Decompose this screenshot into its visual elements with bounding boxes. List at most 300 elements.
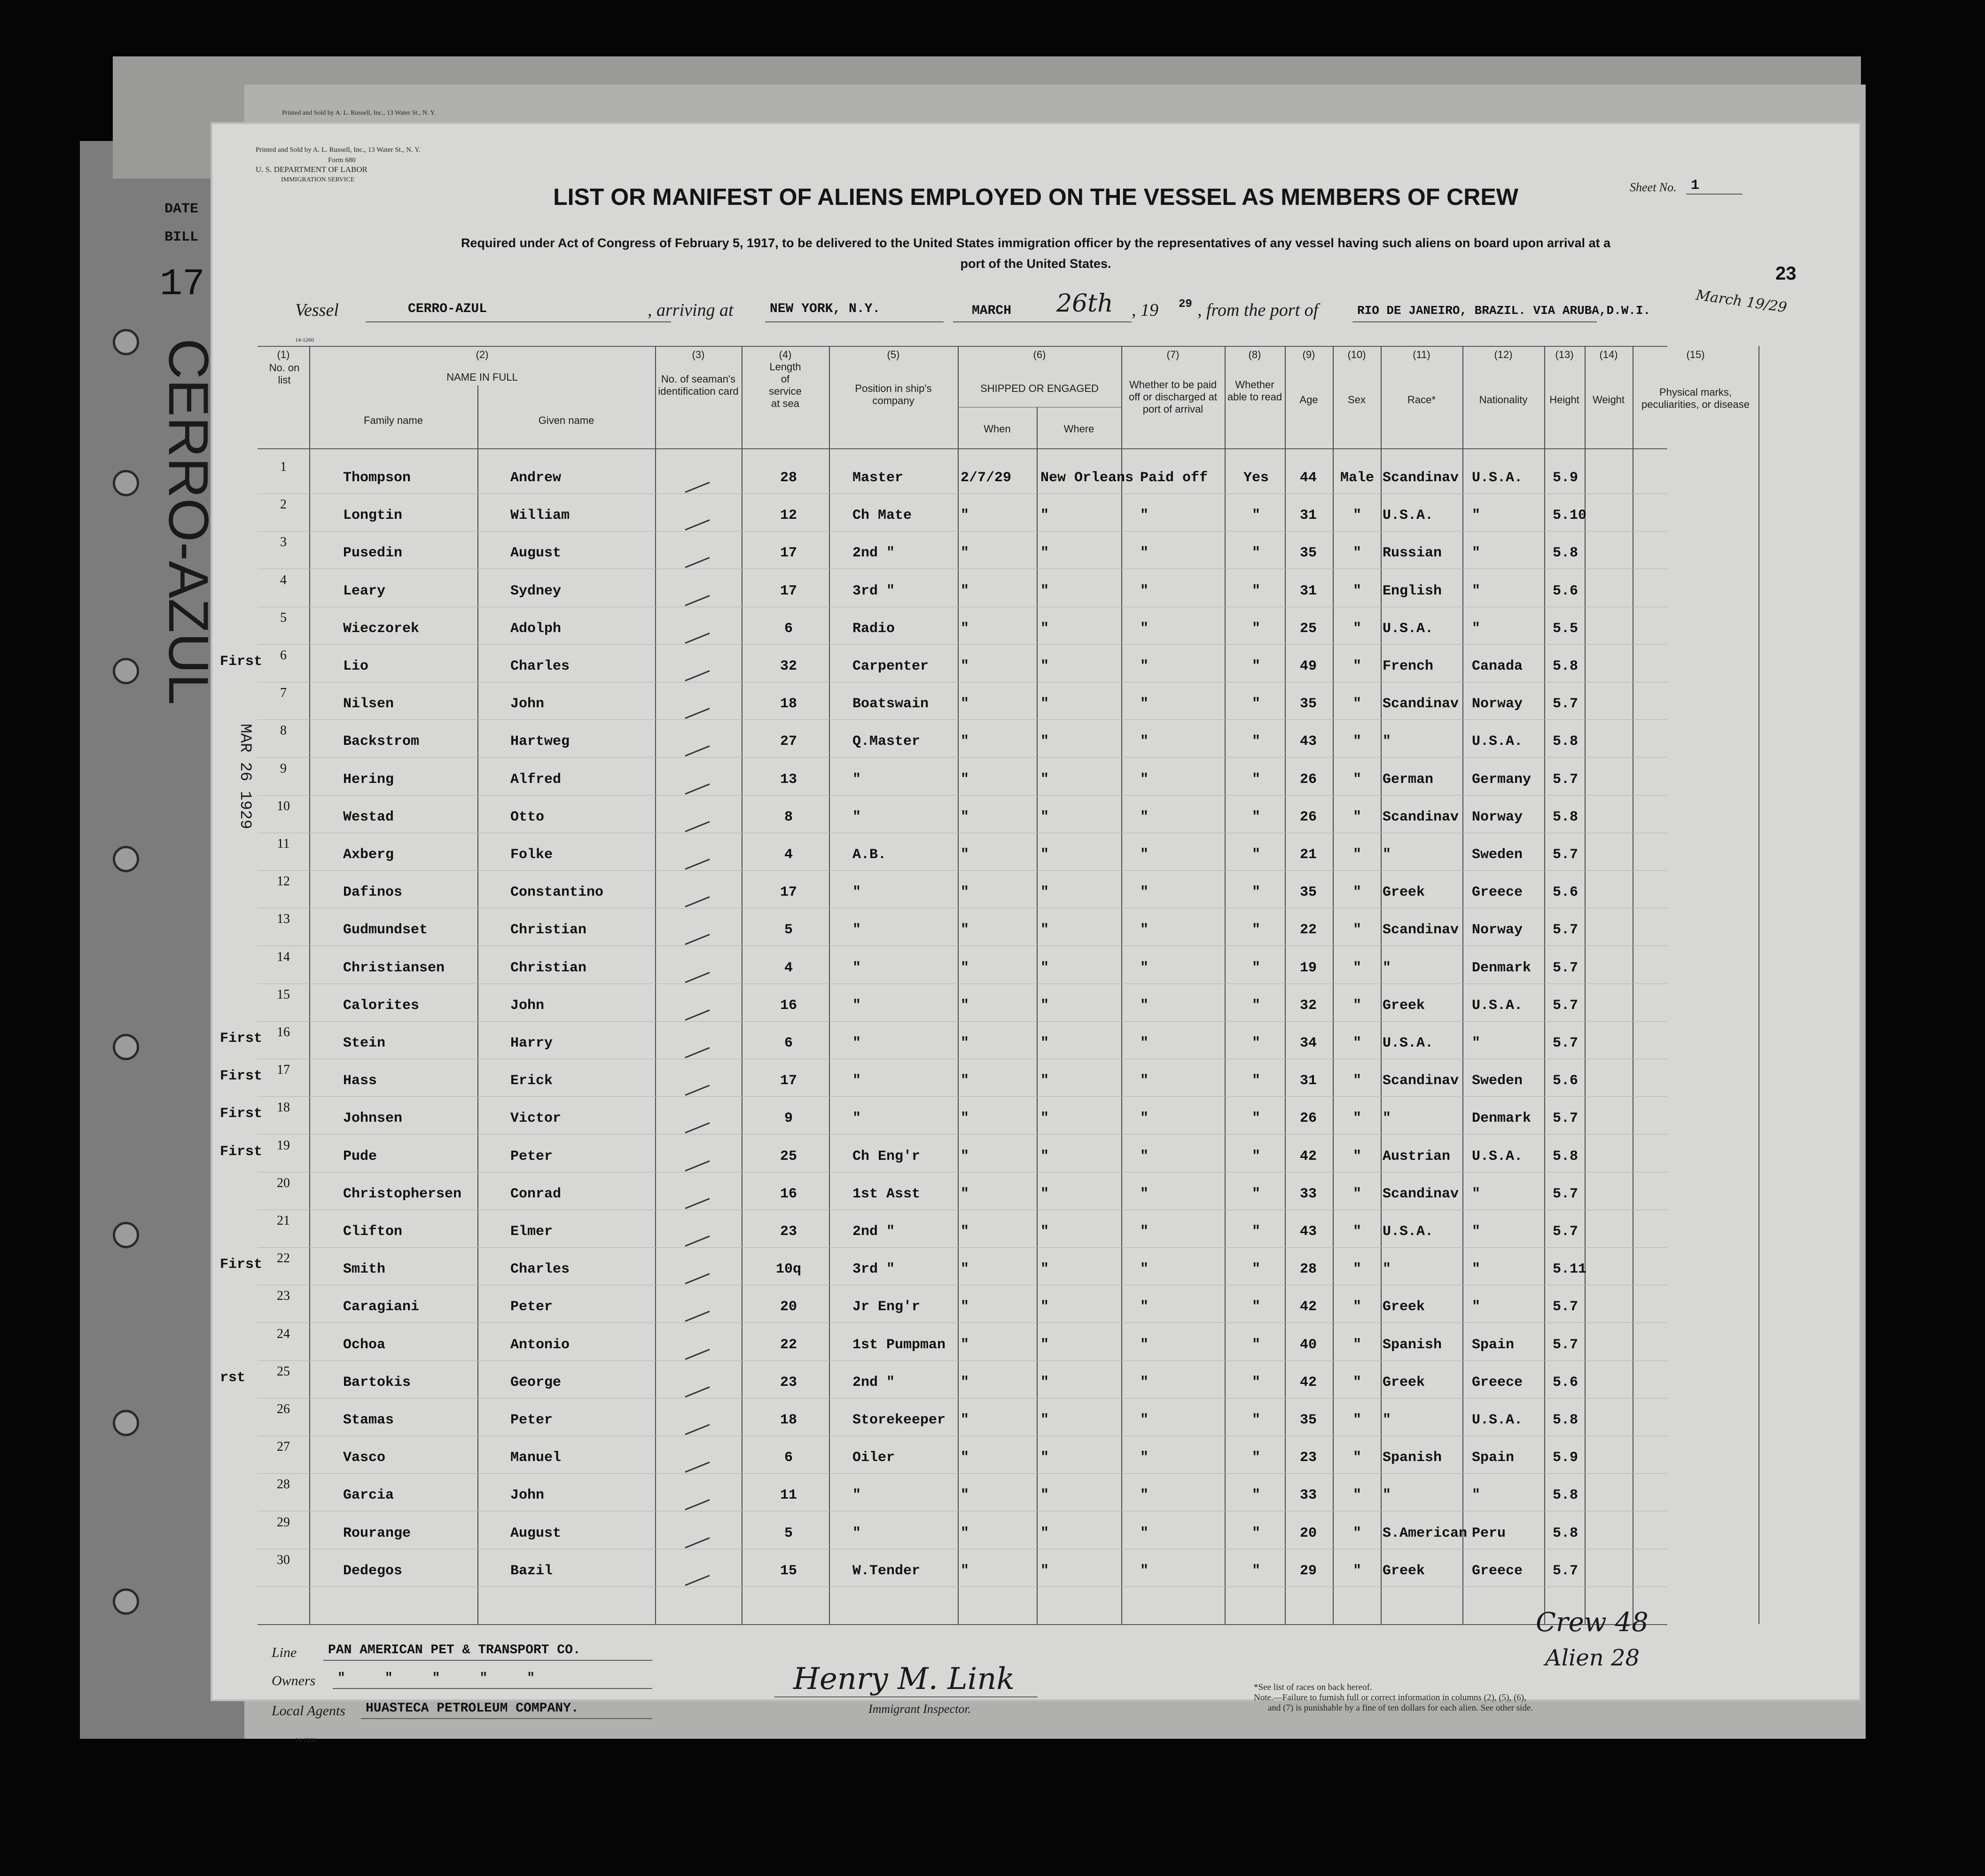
height: 5.7: [1553, 696, 1579, 712]
arrival-day: 26th: [1056, 289, 1113, 318]
family-name: Thompson: [343, 470, 411, 486]
age: 21: [1299, 847, 1317, 863]
able-to-read: ": [1251, 1186, 1260, 1202]
col11-number: (11): [1413, 349, 1430, 360]
year-suffix: 29: [1179, 298, 1192, 311]
given-name: Charles: [510, 658, 570, 674]
column-divider: [829, 346, 830, 1624]
able-to-read: ": [1251, 1525, 1260, 1541]
binder-hole: [113, 470, 139, 496]
shipped-when: ": [961, 1299, 969, 1315]
age: 44: [1299, 470, 1317, 486]
check-mark: [685, 482, 710, 493]
shipped-when: ": [961, 1450, 969, 1466]
age: 35: [1299, 1412, 1317, 1428]
paid-off: ": [1140, 1487, 1149, 1504]
given-name: Elmer: [510, 1224, 553, 1240]
shipped-where: ": [1040, 1299, 1049, 1315]
first-trip-note: rst: [220, 1369, 246, 1386]
shipped-when: ": [961, 1337, 969, 1353]
family-name: Nilsen: [343, 696, 394, 712]
table-header-bottom: [258, 448, 1667, 449]
date-stamp: MAR 26 1929: [236, 724, 254, 829]
position: ": [852, 1487, 861, 1504]
shipped-where: ": [1040, 884, 1049, 901]
able-to-read: ": [1251, 960, 1260, 976]
service-length: 5: [784, 922, 793, 938]
height: 5.6: [1553, 884, 1579, 901]
binder-hole: [113, 1222, 139, 1248]
col8-header: Whether able to read: [1227, 379, 1282, 403]
nationality: Peru: [1472, 1525, 1506, 1541]
nationality: U.S.A.: [1472, 1412, 1523, 1428]
paid-off: ": [1140, 1148, 1149, 1165]
height: 5.7: [1553, 1224, 1579, 1240]
row-number: 4: [280, 572, 287, 587]
shipped-when: ": [961, 734, 969, 750]
page-number: 23: [1775, 263, 1797, 284]
row-rule: [258, 719, 1667, 720]
agents-underline: [361, 1718, 652, 1719]
family-name: Johnsen: [343, 1110, 403, 1127]
margin-cut-date: DATE: [164, 201, 199, 217]
column-divider: [1037, 407, 1038, 1624]
year-prefix: , 19: [1132, 300, 1158, 320]
race: Greek: [1383, 1563, 1425, 1579]
col3-header: No. of seaman's identification card: [658, 373, 739, 397]
height: 5.6: [1553, 1073, 1579, 1089]
row-number: 6: [280, 648, 287, 663]
signature-line: [774, 1696, 1038, 1697]
check-mark: [685, 1537, 710, 1548]
race: Spanish: [1383, 1450, 1442, 1466]
nationality: Sweden: [1472, 847, 1523, 863]
arriving-port: NEW YORK, N.Y.: [770, 302, 881, 316]
paid-off: ": [1140, 771, 1149, 788]
given-name: Alfred: [510, 771, 562, 788]
line-underline: [323, 1660, 652, 1661]
row-number: 26: [277, 1402, 290, 1416]
vertical-vessel-stamp: CERRO-AZUL: [157, 338, 220, 705]
age: 23: [1299, 1450, 1317, 1466]
col2-number: (2): [476, 349, 489, 360]
arrival-date-line: [953, 321, 1132, 322]
position: Master: [852, 470, 904, 486]
nationality: ": [1472, 545, 1481, 562]
sex: ": [1352, 960, 1361, 976]
shipped-when: ": [961, 922, 969, 938]
nationality: ": [1472, 1299, 1481, 1315]
service-length: 6: [784, 1035, 793, 1051]
position: ": [852, 1525, 861, 1541]
family-name: Pude: [343, 1148, 377, 1165]
given-name: Adolph: [510, 620, 562, 637]
row-rule: [258, 1096, 1667, 1097]
check-mark: [685, 821, 710, 832]
service-length: 9: [784, 1110, 793, 1127]
family-name: Dafinos: [343, 884, 403, 901]
able-to-read: ": [1251, 847, 1260, 863]
binder-hole: [113, 329, 139, 355]
shipped-where: ": [1040, 696, 1049, 712]
family-name: Stein: [343, 1035, 386, 1051]
able-to-read: ": [1251, 1035, 1260, 1051]
height: 5.7: [1553, 1337, 1579, 1353]
col6-when-header: When: [984, 423, 1011, 435]
manifest-sheet: [211, 122, 1861, 1743]
shipped-where: ": [1040, 1563, 1049, 1579]
given-name: Otto: [510, 809, 545, 825]
age: 43: [1299, 734, 1317, 750]
family-name: Stamas: [343, 1412, 394, 1428]
race: ": [1383, 1487, 1391, 1504]
races-note: *See list of races on back hereof.: [1254, 1682, 1372, 1692]
service-length: 17: [780, 583, 797, 599]
height: 5.7: [1553, 1563, 1579, 1579]
sex: ": [1352, 620, 1361, 637]
row-number: 7: [280, 686, 287, 701]
sheet-number-line: [1686, 194, 1743, 195]
given-name: Folke: [510, 847, 553, 863]
agents-value: HUASTECA PETROLEUM COMPANY.: [366, 1701, 579, 1716]
height: 5.6: [1553, 1374, 1579, 1391]
shipped-where: ": [1040, 771, 1049, 788]
paid-off: ": [1140, 847, 1149, 863]
check-mark: [685, 934, 710, 946]
row-number: 25: [277, 1364, 290, 1379]
col9-header: Age: [1299, 394, 1318, 406]
col1-number: (1): [277, 349, 290, 360]
able-to-read: ": [1251, 1261, 1260, 1278]
position: 1st Pumpman: [852, 1337, 946, 1353]
race: Scandinav: [1383, 1186, 1459, 1202]
sex: ": [1352, 583, 1361, 599]
race: English: [1383, 583, 1442, 599]
age: 31: [1299, 583, 1317, 599]
sex: ": [1352, 545, 1361, 562]
penalty-note-1: Note.—Failure to furnish full or correct information in columns (2), (5), (6),: [1254, 1693, 1526, 1703]
height: 5.8: [1553, 809, 1579, 825]
from-port: RIO DE JANEIRO, BRAZIL. VIA ARUBA,D.W.I.: [1357, 304, 1651, 318]
age: 35: [1299, 696, 1317, 712]
line-value: PAN AMERICAN PET & TRANSPORT CO.: [328, 1643, 581, 1657]
row-number: 22: [277, 1251, 290, 1266]
nationality: Norway: [1472, 922, 1523, 938]
check-mark: [685, 708, 710, 719]
able-to-read: ": [1251, 1374, 1260, 1391]
row-rule: [258, 531, 1667, 532]
paid-off: ": [1140, 1261, 1149, 1278]
nationality: Spain: [1472, 1450, 1515, 1466]
family-name: Rourange: [343, 1525, 411, 1541]
col2-family-header: Family name: [364, 414, 423, 426]
first-trip-note: First: [220, 1031, 263, 1047]
family-name: Backstrom: [343, 734, 420, 750]
height: 5.7: [1553, 1299, 1579, 1315]
paid-off: ": [1140, 658, 1149, 674]
age: 28: [1299, 1261, 1317, 1278]
row-number: 9: [280, 761, 287, 776]
service-length: 4: [784, 847, 793, 863]
position: ": [852, 771, 861, 788]
able-to-read: ": [1251, 620, 1260, 637]
height: 5.7: [1553, 960, 1579, 976]
first-trip-note: First: [220, 1068, 263, 1085]
position: ": [852, 884, 861, 901]
position: ": [852, 997, 861, 1014]
page-title: LIST OR MANIFEST OF ALIENS EMPLOYED ON THE VESSEL AS MEMBERS OF CREW: [553, 184, 1518, 210]
from-port-line: [1352, 321, 1597, 322]
family-name: Christiansen: [343, 960, 445, 976]
form-number: Form 680: [328, 156, 356, 164]
family-name: Vasco: [343, 1450, 386, 1466]
able-to-read: ": [1251, 1450, 1260, 1466]
sex: ": [1352, 1337, 1361, 1353]
column-divider: [477, 385, 478, 1624]
first-trip-note: First: [220, 1143, 263, 1160]
row-number: 24: [277, 1326, 290, 1341]
nationality: Sweden: [1472, 1073, 1523, 1089]
age: 25: [1299, 620, 1317, 637]
height: 5.7: [1553, 1110, 1579, 1127]
able-to-read: ": [1251, 1412, 1260, 1428]
able-to-read: ": [1251, 922, 1260, 938]
service-length: 20: [780, 1299, 797, 1315]
check-mark: [685, 595, 710, 606]
col6-header: SHIPPED OR ENGAGED: [980, 383, 1099, 394]
age: 40: [1299, 1337, 1317, 1353]
given-name: John: [510, 1487, 545, 1504]
able-to-read: ": [1251, 545, 1260, 562]
height: 5.8: [1553, 658, 1579, 674]
height: 5.8: [1553, 545, 1579, 562]
vessel-label: Vessel: [295, 300, 339, 320]
service-length: 23: [780, 1374, 797, 1391]
nationality: Denmark: [1472, 1110, 1532, 1127]
nationality: Germany: [1472, 771, 1532, 788]
position: ": [852, 809, 861, 825]
service-length: 18: [780, 1412, 797, 1428]
shipped-where: ": [1040, 1035, 1049, 1051]
position: Ch Mate: [852, 508, 912, 524]
paid-off: ": [1140, 1374, 1149, 1391]
column-divider: [1544, 346, 1545, 1624]
race: Spanish: [1383, 1337, 1442, 1353]
age: 42: [1299, 1374, 1317, 1391]
position: ": [852, 960, 861, 976]
height: 5.7: [1553, 922, 1579, 938]
nationality: ": [1472, 1224, 1481, 1240]
position: Jr Eng'r: [852, 1299, 921, 1315]
given-name: Peter: [510, 1148, 553, 1165]
service-length: 25: [780, 1148, 797, 1165]
race: Scandinav: [1383, 1073, 1459, 1089]
shipped-when: ": [961, 1110, 969, 1127]
service-length: 22: [780, 1337, 797, 1353]
sex: ": [1352, 997, 1361, 1014]
paid-off: ": [1140, 1073, 1149, 1089]
nationality: Greece: [1472, 884, 1523, 901]
sex: ": [1352, 1224, 1361, 1240]
height: 5.7: [1553, 771, 1579, 788]
given-name: Conrad: [510, 1186, 562, 1202]
service-length: 4: [784, 960, 793, 976]
nationality: Norway: [1472, 809, 1523, 825]
service-length: 28: [780, 470, 797, 486]
shipped-where: ": [1040, 1261, 1049, 1278]
position: 2nd ": [852, 1374, 895, 1391]
race: U.S.A.: [1383, 1224, 1434, 1240]
service-length: 10q: [775, 1261, 801, 1278]
age: 31: [1299, 1073, 1317, 1089]
age: 29: [1299, 1563, 1317, 1579]
shipped-when: ": [961, 1374, 969, 1391]
height: 5.7: [1553, 1035, 1579, 1051]
height: 5.7: [1553, 847, 1579, 863]
binder-hole: [113, 658, 139, 684]
shipped-when: ": [961, 583, 969, 599]
service-length: 12: [780, 508, 797, 524]
check-mark: [685, 670, 710, 681]
height: 5.9: [1553, 1450, 1579, 1466]
check-mark: [685, 1349, 710, 1360]
family-name: Calorites: [343, 997, 420, 1014]
position: Q.Master: [852, 734, 921, 750]
shipped-where: ": [1040, 922, 1049, 938]
position: 2nd ": [852, 545, 895, 562]
race: U.S.A.: [1383, 620, 1434, 637]
age: 33: [1299, 1186, 1317, 1202]
col4-number: (4): [779, 349, 792, 360]
col1-header: No. on list: [269, 362, 300, 386]
col9-number: (9): [1302, 349, 1315, 360]
shipped-when: ": [961, 960, 969, 976]
shipped-when: ": [961, 1035, 969, 1051]
shipped-where: ": [1040, 1374, 1049, 1391]
margin-date-note: March 19/29: [1695, 287, 1788, 316]
service-length: 17: [780, 1073, 797, 1089]
row-number: 21: [277, 1213, 290, 1228]
row-number: 20: [277, 1175, 290, 1190]
row-rule: [258, 795, 1667, 796]
col2-header: NAME IN FULL: [446, 371, 518, 383]
page-subtitle-2: port of the United States.: [960, 257, 1111, 271]
paid-off: ": [1140, 545, 1149, 562]
height: 5.6: [1553, 583, 1579, 599]
height: 5.10: [1553, 508, 1587, 524]
given-name: Andrew: [510, 470, 562, 486]
sex: ": [1352, 771, 1361, 788]
given-name: August: [510, 1525, 562, 1541]
race: ": [1383, 1412, 1391, 1428]
given-name: Antonio: [510, 1337, 570, 1353]
col14-header: Weight: [1592, 394, 1625, 406]
height: 5.8: [1553, 1525, 1579, 1541]
check-mark: [685, 1424, 710, 1435]
given-name: Bazil: [510, 1563, 553, 1579]
race: Scandinav: [1383, 809, 1459, 825]
able-to-read: ": [1251, 1487, 1260, 1504]
shipped-when: ": [961, 545, 969, 562]
service-name: IMMIGRATION SERVICE: [281, 176, 355, 183]
shipped-where: ": [1040, 620, 1049, 637]
age: 49: [1299, 658, 1317, 674]
col6-where-header: Where: [1063, 423, 1094, 435]
family-name: Westad: [343, 809, 394, 825]
race: Scandinav: [1383, 470, 1459, 486]
sex: ": [1352, 847, 1361, 863]
position: Oiler: [852, 1450, 895, 1466]
row-rule: [258, 1473, 1667, 1474]
race: Greek: [1383, 997, 1425, 1014]
binder-hole: [113, 1588, 139, 1615]
row-rule: [258, 493, 1667, 494]
binder-hole: [113, 1034, 139, 1060]
line-label: Line: [272, 1645, 297, 1660]
able-to-read: ": [1251, 1299, 1260, 1315]
family-name: Hering: [343, 771, 394, 788]
col10-header: Sex: [1348, 394, 1366, 406]
sex: ": [1352, 1525, 1361, 1541]
shipped-when: ": [961, 1487, 969, 1504]
paid-off: ": [1140, 960, 1149, 976]
family-name: Smith: [343, 1261, 386, 1278]
shipped-where: ": [1040, 1110, 1049, 1127]
row-rule: [258, 644, 1667, 645]
able-to-read: ": [1251, 884, 1260, 901]
height: 5.8: [1553, 1487, 1579, 1504]
row-rule: [258, 1360, 1667, 1361]
family-name: Ochoa: [343, 1337, 386, 1353]
sheet-number: 1: [1691, 178, 1700, 194]
column-divider: [1333, 346, 1334, 1624]
service-length: 23: [780, 1224, 797, 1240]
race: ": [1383, 960, 1391, 976]
check-mark: [685, 1235, 710, 1247]
row-number: 23: [277, 1289, 290, 1304]
sex: ": [1352, 1186, 1361, 1202]
age: 20: [1299, 1525, 1317, 1541]
able-to-read: ": [1251, 1224, 1260, 1240]
shipped-where: ": [1040, 583, 1049, 599]
sex: ": [1352, 1261, 1361, 1278]
able-to-read: ": [1251, 771, 1260, 788]
family-name: Christophersen: [343, 1186, 462, 1202]
service-length: 15: [780, 1563, 797, 1579]
paid-off: ": [1140, 583, 1149, 599]
service-length: 17: [780, 545, 797, 562]
service-length: 6: [784, 620, 793, 637]
col5-header: Position in ship's company: [855, 383, 932, 406]
binder-hole: [113, 1410, 139, 1436]
given-name: Victor: [510, 1110, 562, 1127]
height: 5.8: [1553, 1148, 1579, 1165]
row-rule: [258, 757, 1667, 758]
age: 35: [1299, 884, 1317, 901]
family-name: Pusedin: [343, 545, 403, 562]
nationality: U.S.A.: [1472, 734, 1523, 750]
shipped-when: ": [961, 771, 969, 788]
row-number: 27: [277, 1439, 290, 1454]
from-label: , from the port of: [1197, 300, 1319, 320]
sex: Male: [1340, 470, 1374, 486]
family-name: Garcia: [343, 1487, 394, 1504]
sex: ": [1352, 1073, 1361, 1089]
able-to-read: ": [1251, 508, 1260, 524]
shipped-where: ": [1040, 1450, 1049, 1466]
shipped-when: ": [961, 884, 969, 901]
sex: ": [1352, 658, 1361, 674]
